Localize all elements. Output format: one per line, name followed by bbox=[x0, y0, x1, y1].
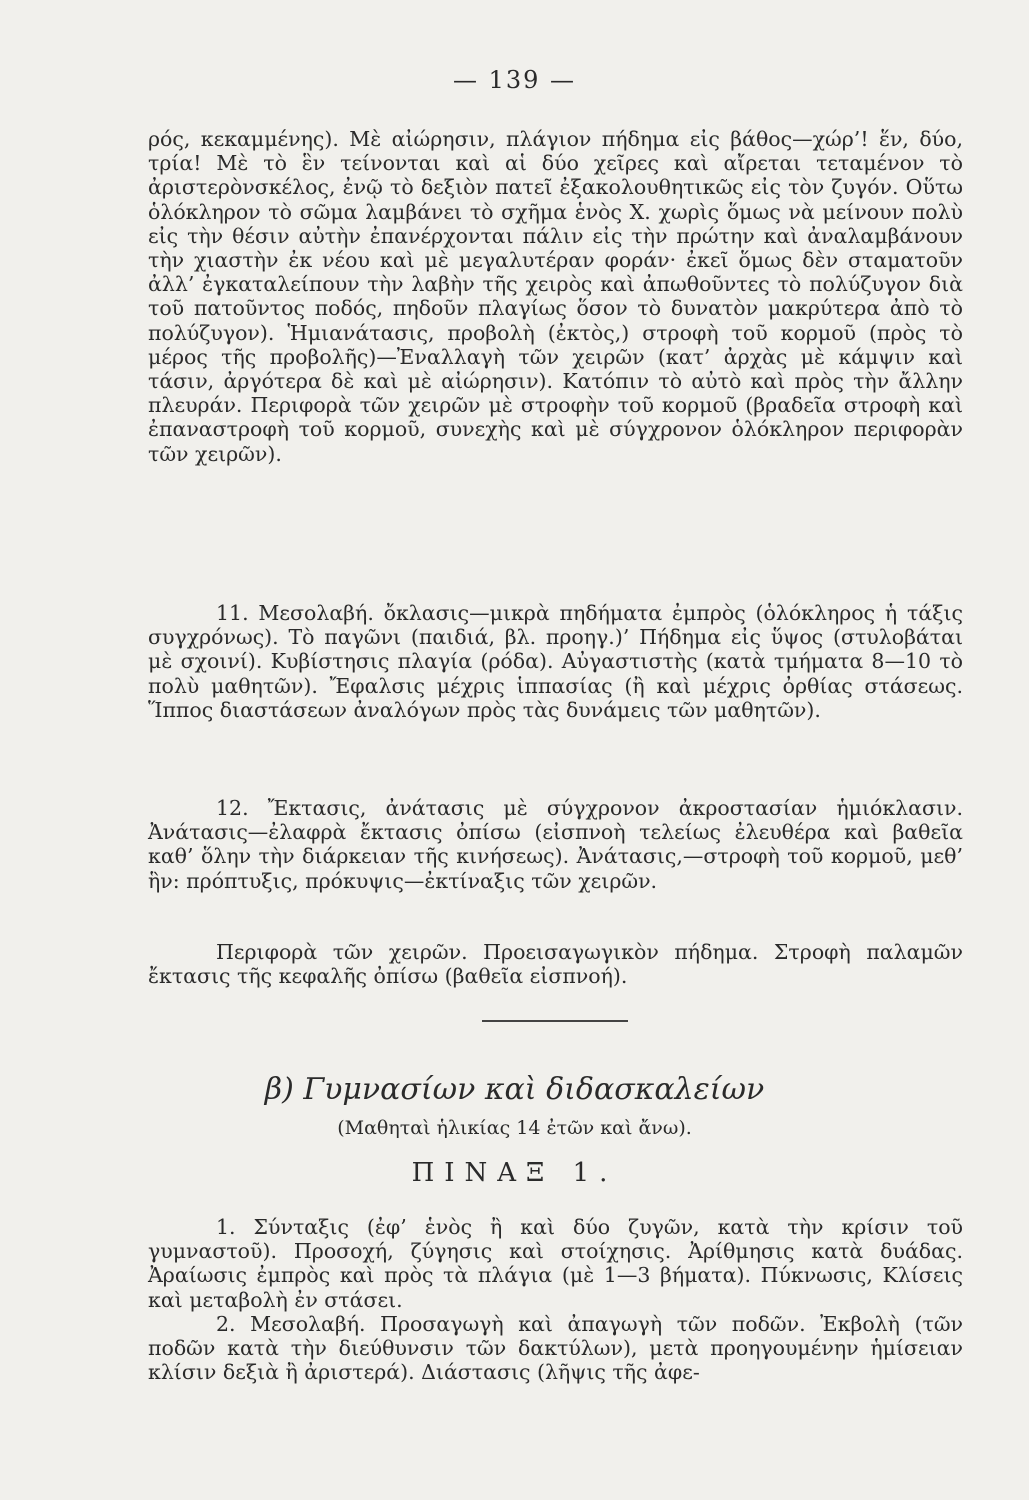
paragraph-continuation bbox=[148, 127, 963, 466]
section-divider bbox=[482, 1020, 628, 1022]
paragraph-item-1: 1. Σύνταξις (ἐφ’ ἑνὸς ἢ καὶ δύο ζυγῶν, κατὰ τὴν κρίσιν τοῦ γυμναστοῦ). Προσοχή, ζύγησις καὶ στοίχησις. Ἀρίθμησις κατὰ δυάδας. Ἀραίωσις ἐμπρὸς καὶ πρὸς τὰ πλάγια (μὲ 1—3 βήματα). Πύκνωσις, Κλίσεις καὶ μεταβολὴ ἐν στάσει. bbox=[148, 1215, 963, 1312]
page-number: — 139 — bbox=[452, 66, 577, 94]
paragraph: 11. Μεσολαβή. ὄκλασις—μικρὰ πηδήματα ἐμπρὸς (ὁλόκληρος ἡ τάξις συγχρόνως). Τὸ παγῶνι (παιδιά, βλ. προηγ.)’ Πήδημα εἰς ὕψος (στυλοβάται μὲ σχοινί). Κυβίστησις πλαγία (ρόδα). Αὐγαστιστὴς (κατὰ τμήματα 8—10 τὸ πολὺ μαθητῶν). Ἔφαλσις μέχρις ἱππασίας (ἢ καὶ μέχρις ὀρθίας στάσεως. Ἵππος διαστάσεων ἀναλόγων πρὸς τὰς δυνάμεις τῶν μαθητῶν). bbox=[148, 601, 963, 722]
section-subtitle: (Μαθηταὶ ἡλικίας 14 ἐτῶν καὶ ἄνω). bbox=[337, 1117, 692, 1139]
paragraph: ρός, κεκαμμένης). Μὲ αἰώρησιν, πλάγιον πήδημα εἰς βάθος—χώρ’! ἕν, δύο, τρία! Μὲ τὸ ἓν τείνονται καὶ αἱ δύο χεῖρες καὶ αἴρεται τεταμένον τὸ ἀριστερὸνσκέλος, ἐνῷ τὸ δεξιὸν πατεῖ ἐξακολουθητικῶς εἰς τὸν ζυγόν. Οὕτω ὁλόκληρον τὸ σῶμα λαμβάνει τὸ σχῆμα ἑνὸς Χ. χωρὶς ὅμως νὰ μείνουν πολὺ εἰς τὴν θέσιν αὐτὴν ἐπανέρχονται πάλιν εἰς τὴν πρώτην καὶ ἀναλαμβάνουν τὴν χιαστὴν ἐκ νέου καὶ μὲ μεγαλυτέραν φοράν· ἐκεῖ ὅμως δὲν σταματοῦν ἀλλ’ ἐγκαταλείπουν τὴν λαβὴν τῆς χειρὸς καὶ ἀπωθοῦντες τὸ πολύζυγον διὰ τοῦ πατοῦντος ποδός, πηδοῦν πλαγίως ὅσον τὸ δυνατὸν μακρύτερα ἀπὸ τὸ πολύζυγον). Ἡμιανάτασις, προβολὴ (ἐκτὸς,) στροφὴ τοῦ κορμοῦ (πρὸς τὸ μέρος τῆς προβολῆς)—Ἐναλλαγὴ τῶν χειρῶν (κατ’ ἀρχὰς μὲ κάμψιν καὶ τάσιν, ἀργότερα δὲ καὶ μὲ αἰώρησιν). Κατόπιν τὸ αὐτὸ καὶ πρὸς τὴν ἄλλην πλευράν. Περιφορὰ τῶν χειρῶν μὲ στροφὴν τοῦ κορμοῦ (βραδεῖα στροφὴ καὶ ἐπαναστροφὴ τοῦ κορμοῦ, συνεχὴς καὶ μὲ σύγχρονον ὁλόκληρον περιφορὰν τῶν χειρῶν). bbox=[148, 127, 963, 466]
paragraph-group-bottom bbox=[148, 1215, 963, 1384]
paragraph-circumduction bbox=[148, 940, 963, 988]
paragraph-item-12 bbox=[148, 796, 963, 893]
table-heading: ΠΙΝΑΞ 1. bbox=[411, 1158, 618, 1188]
section-title: β) Γυμνασίων καὶ διδασκαλείων bbox=[264, 1072, 765, 1107]
paragraph: Περιφορὰ τῶν χειρῶν. Προεισαγωγικὸν πήδημα. Στροφὴ παλαμῶν ἔκτασις τῆς κεφαλῆς ὀπίσω (βαθεῖα εἰσπνοή). bbox=[148, 940, 963, 989]
paragraph: 12. Ἔκτασις, ἀνάτασις μὲ σύγχρονον ἀκροστασίαν ἡμιόκλασιν. Ἀνάτασις—ἐλαφρὰ ἔκτασις ὀπίσω (εἰσπνοὴ τελείως ἐλευθέρα καὶ βαθεῖα καθ’ ὅλην τὴν διάρκειαν τῆς κινήσεως). Ἀνάτασις,—στροφὴ τοῦ κορμοῦ, μεθ’ ἣν: πρόπτυξις, πρόκυψις—ἐκτίναξις τῶν χειρῶν. bbox=[148, 796, 963, 893]
paragraph-item-2: 2. Μεσολαβή. Προσαγωγὴ καὶ ἀπαγωγὴ τῶν ποδῶν. Ἐκβολὴ (τῶν ποδῶν κατὰ τὴν διεύθυνσιν τῶν δακτύλων), μετὰ προηγουμένην ἡμίσειαν κλίσιν δεξιὰ ἢ ἀριστερά). Διάστασις (λῆψις τῆς ἀφε- bbox=[148, 1311, 963, 1385]
paragraph-item-11 bbox=[148, 601, 963, 722]
